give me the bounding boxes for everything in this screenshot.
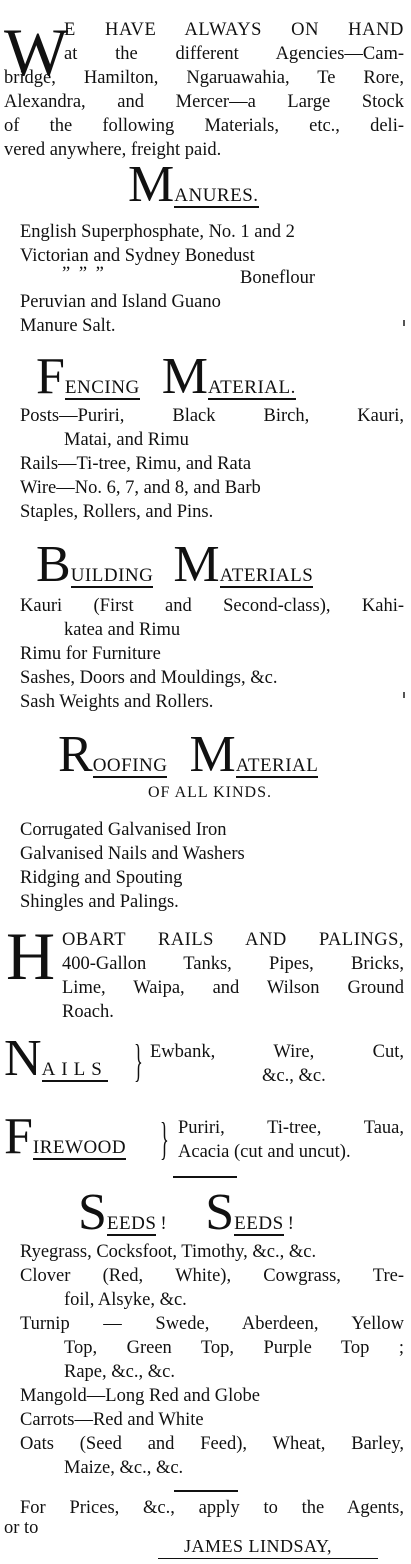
intro-line-3: bridge, Hamilton, Ngaruawahia, Te Rore, [4,68,404,88]
seeds-item: Top, Green Top, Purple Top ; [64,1338,404,1358]
nails-brace: } [134,1035,143,1086]
intro-line-2: at the different Agencies—Cam- [64,44,404,64]
hobart-line-1: OBART RAILS AND PALINGS, [62,930,404,950]
fencing-item: Wire—No. 6, 7, and 8, and Barb [20,478,261,498]
building-item: Sashes, Doors and Mouldings, &c. [20,668,278,688]
firewood-heading-initial: F [4,1108,33,1165]
seeds-item: foil, Alsyke, &c. [64,1290,187,1310]
seeds-item: Maize, &c., &c. [64,1458,184,1478]
seeds-item: Rape, &c., &c. [64,1362,175,1382]
nails-line-2: &c., &c. [262,1066,326,1086]
seeds-heading-rest-2: EEDS [234,1213,284,1234]
divider-rule [174,1490,238,1492]
roofing-heading-rest-2: ATERIAL [235,755,319,776]
hobart-line-3: Lime, Waipa, and Wilson Ground [62,978,404,998]
building-heading-initial-2: M [173,536,220,593]
seeds-heading-bang: ! [160,1213,168,1234]
building-heading-initial: B [36,536,71,593]
fencing-heading [36,348,296,405]
fencing-item: Posts—Puriri, Black Birch, Kauri, [20,406,404,426]
manures-item: Peruvian and Island Guano [20,292,221,312]
print-speck [403,320,405,326]
seeds-heading [78,1184,295,1241]
divider-rule [173,1176,237,1178]
building-heading-rest-2: ATERIALS [219,565,314,586]
building-item: Rimu for Furniture [20,644,161,664]
nails-heading-rest: AILS [41,1059,108,1080]
fencing-heading-initial: F [36,348,65,405]
building-heading-rest: UILDING [70,565,154,586]
seeds-item: Oats (Seed and Feed), Wheat, Barley, [20,1434,404,1454]
intro-line-5: of the following Materials, etc., deli- [4,116,404,136]
firewood-line-1: Puriri, Ti-tree, Taua, [178,1118,404,1138]
fencing-heading-rest-2: ATERIAL. [207,377,296,398]
manures-item: Victorian and Sydney Bonedust [20,246,255,266]
seeds-item: Turnip — Swede, Aberdeen, Yellow [20,1314,404,1334]
manures-item: Boneflour [240,268,316,288]
intro-drop-cap: W [4,14,69,90]
roofing-heading-initial-2: M [189,726,236,783]
manures-heading-initial: M [128,156,175,213]
roofing-item: Shingles and Palings. [20,892,179,912]
firewood-heading [4,1108,127,1165]
roofing-item: Corrugated Galvanised Iron [20,820,227,840]
seeds-item: Mangold—Long Red and Globe [20,1386,260,1406]
fencing-item: Rails—Ti-tree, Rimu, and Rata [20,454,252,474]
hobart-drop-cap: H [6,918,56,994]
intro-line-1: E HAVE ALWAYS ON HAND [64,20,404,40]
manures-heading-rest: ANURES. [174,185,259,206]
nails-line-1: Ewbank, Wire, Cut, [150,1042,404,1062]
seeds-heading-rest: EEDS [106,1213,157,1234]
nails-heading-initial: N [4,1030,42,1087]
footer-line-2: or to [4,1518,39,1538]
fencing-item: Matai, and Rimu [64,430,189,450]
hobart-line-2: 400-Gallon Tanks, Pipes, Bricks, [62,954,404,974]
bottom-rule [158,1558,378,1559]
intro-line-6: vered anywhere, freight paid. [4,140,222,160]
hobart-line-4: Roach. [62,1002,114,1022]
building-item: katea and Rimu [64,620,181,640]
seeds-item: Clover (Red, White), Cowgrass, Tre- [20,1266,404,1286]
roofing-item: Galvanised Nails and Washers [20,844,245,864]
firewood-heading-rest: IREWOOD [32,1137,127,1158]
manures-item: English Superphosphate, No. 1 and 2 [20,222,295,242]
manures-heading [128,156,259,213]
fencing-item: Staples, Rollers, and Pins. [20,502,214,522]
building-item: Kauri (First and Second-class), Kahi- [20,596,404,616]
seeds-heading-initial: S [78,1184,107,1241]
building-item: Sash Weights and Rollers. [20,692,214,712]
intro-line-4: Alexandra, and Mercer—a Large Stock [4,92,404,112]
roofing-heading-initial: R [58,726,93,783]
manures-ditto-marks: ” ” ” [62,264,106,284]
roofing-heading-rest: OOFING [92,755,168,776]
roofing-subheading: OF ALL KINDS. [148,784,272,801]
nails-heading [4,1030,108,1087]
building-heading [36,536,314,593]
print-speck [403,692,405,698]
fencing-heading-rest: ENCING [64,377,140,398]
seeds-item: Ryegrass, Cocksfoot, Timothy, &c., &c. [20,1242,317,1262]
fencing-heading-initial-2: M [161,348,208,405]
roofing-item: Ridging and Spouting [20,868,183,888]
footer-signature: JAMES LINDSAY, [184,1536,333,1556]
seeds-heading-bang-2: ! [287,1213,295,1234]
manures-item: Manure Salt. [20,316,116,336]
footer-line-1: For Prices, &c., apply to the Agents, [20,1498,404,1518]
firewood-brace: } [160,1113,169,1164]
firewood-line-2: Acacia (cut and uncut). [178,1142,351,1162]
seeds-item: Carrots—Red and White [20,1410,204,1430]
seeds-heading-initial-2: S [205,1184,235,1241]
roofing-heading [58,726,319,783]
